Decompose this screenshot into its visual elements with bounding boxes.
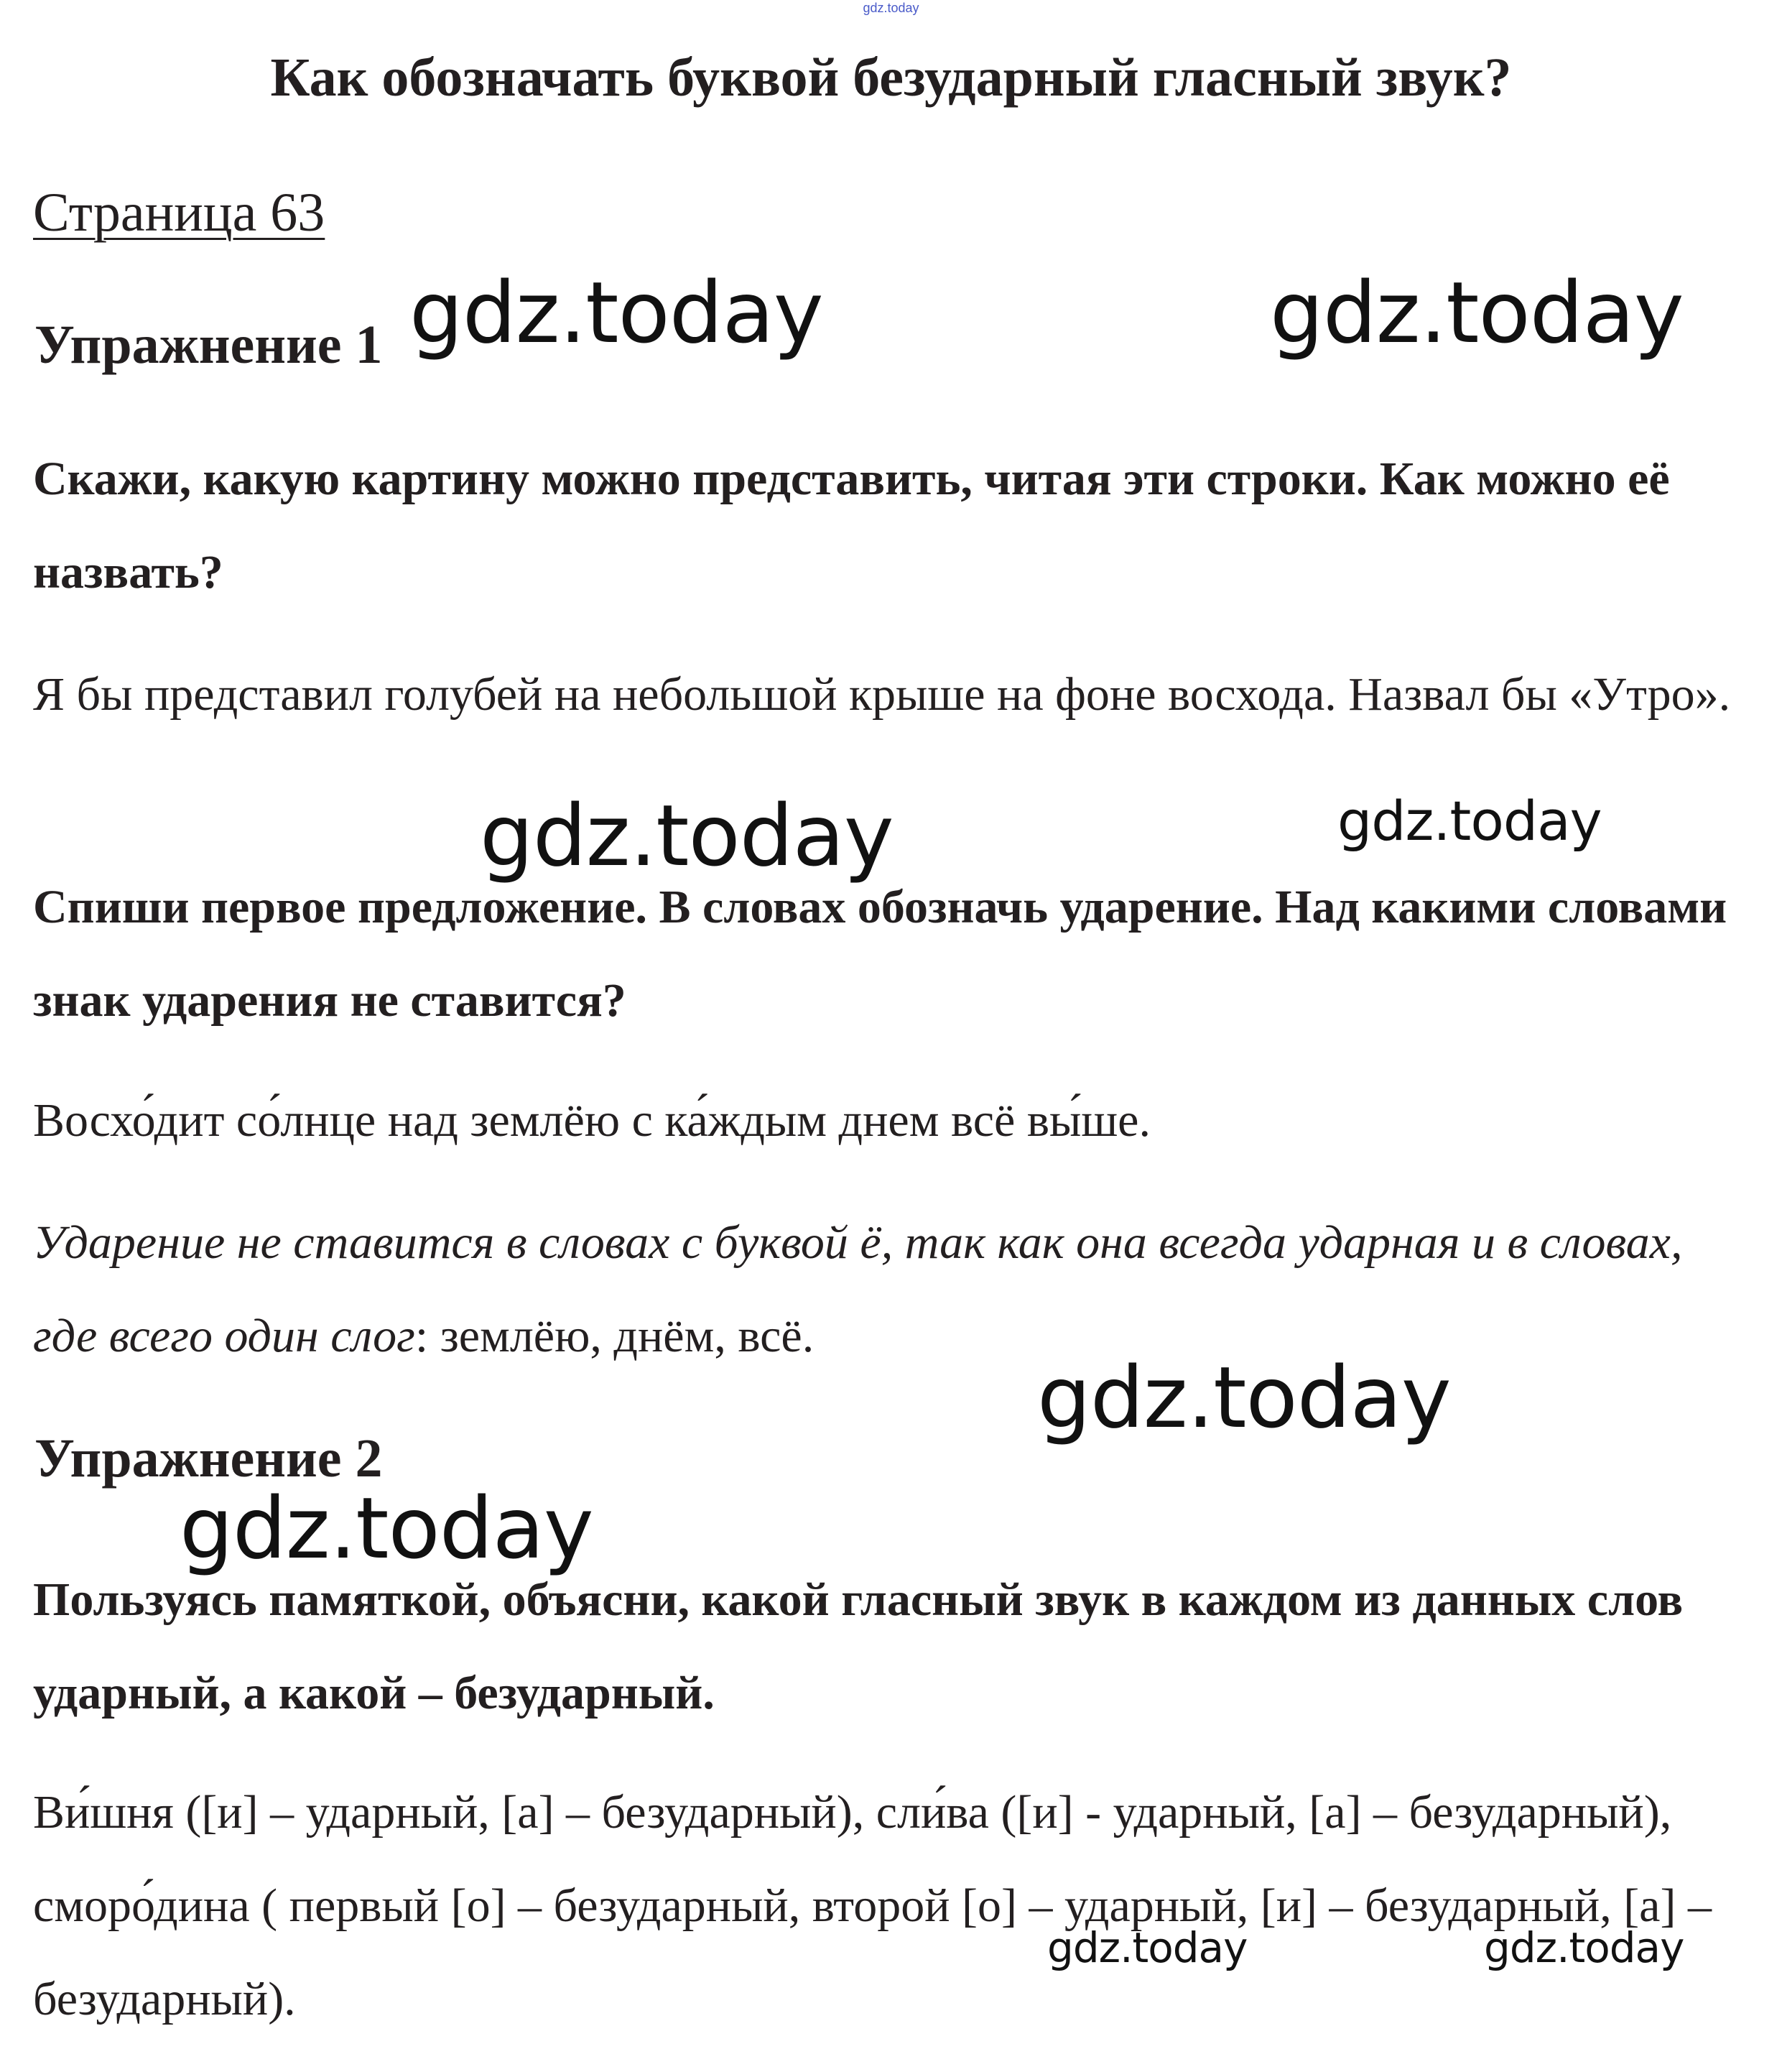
exercise-1-question-1: Скажи, какую картину можно представить, читая эти строки. Как можно её назвать? (33, 453, 1670, 598)
watermark: gdz.today (1047, 1923, 1248, 1972)
exercise-1-question-2: Спиши первое предложение. В словах обозначь ударение. Над какими словами знак ударения не ставится? (33, 881, 1727, 1027)
exercise-2-question: Пользуясь памяткой, объясни, какой гласный звук в каждом из данных слов ударный, а какой – безударный. (33, 1573, 1684, 1719)
watermark: gdz.today (1037, 1348, 1451, 1447)
watermark: gdz.today (1484, 1923, 1684, 1972)
watermark: gdz.today (480, 786, 894, 885)
note-italic-text: Ударение не ставится в словах с буквой ё, так как она всегда ударная и в словах, где всего один слог (33, 1216, 1683, 1362)
watermark: gdz.today (409, 263, 823, 362)
page-reference: Страница 63 (33, 182, 325, 243)
exercise-1-answer-2: Восхо́дит со́лнце над землёю с ка́ждым днем всё вы́ше. (33, 1094, 1151, 1147)
exercise-2-heading: Упражнение 2 (34, 1428, 383, 1489)
watermark: gdz.today (1270, 263, 1684, 362)
exercise-2-answer: Ви́шня ([и] – ударный, [а] – безударный), сли́ва ([и] - ударный, [а] – безударный), сморо́дина ( первый [о] – безударный, второй [о] – ударный, [и] – безударный, [а] – безударный). (33, 1786, 1712, 2025)
exercise-1-heading: Упражнение 1 (34, 315, 383, 375)
page-title: Как обозначать буквой безударный гласный звук? (270, 47, 1512, 108)
watermark: gdz.today (180, 1479, 593, 1578)
exercise-1-note (33, 1196, 1757, 1383)
exercise-1-answer-1: Я бы представил голубей на небольшой крыше на фоне восхода. Назвал бы «Утро». (33, 668, 1731, 721)
top-watermark: gdz.today (863, 1, 919, 15)
watermark: gdz.today (1337, 789, 1602, 853)
note-words: : землёю, днём, всё. (414, 1310, 815, 1362)
